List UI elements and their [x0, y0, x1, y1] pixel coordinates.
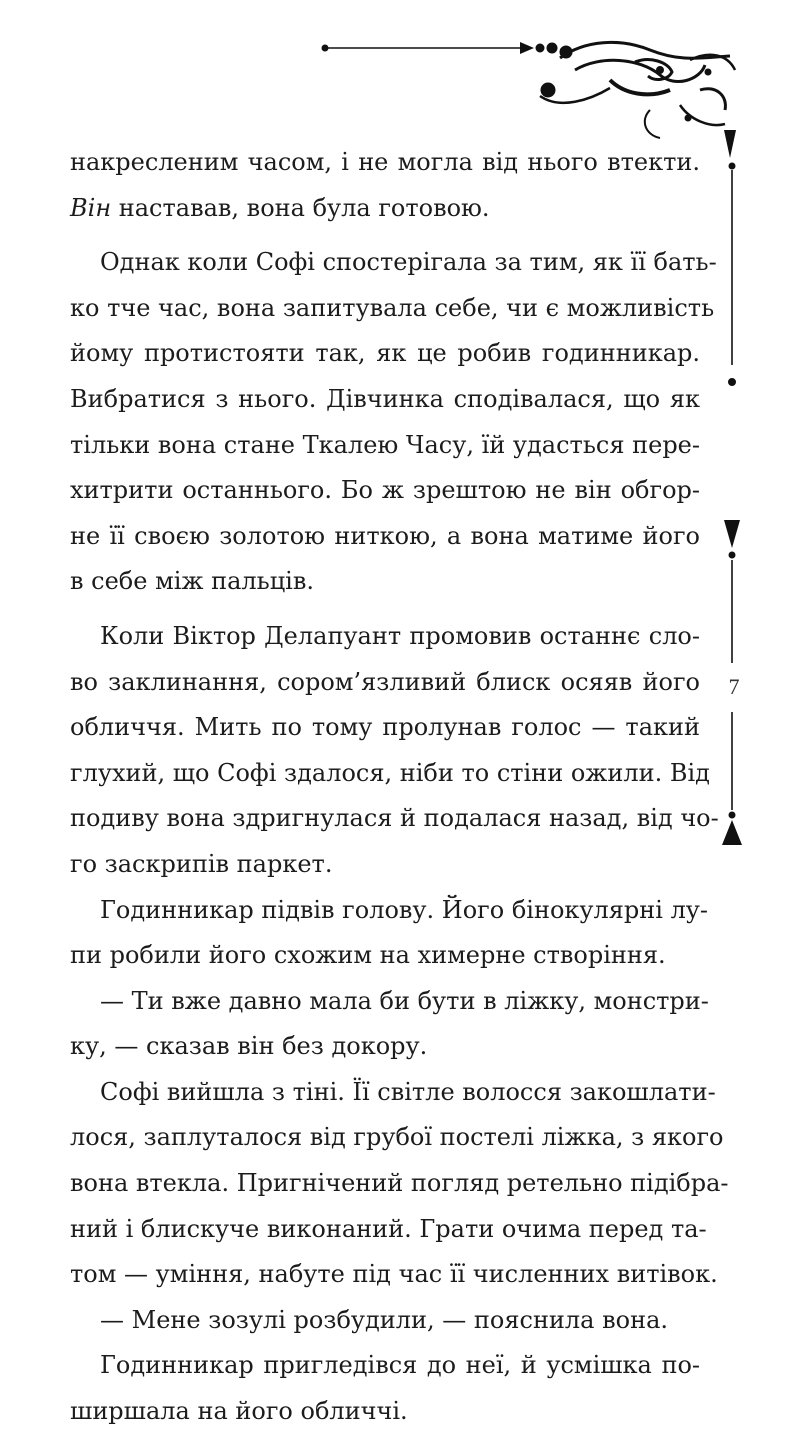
text-line: в себе між пальців. — [70, 567, 314, 596]
text-line: Годинникар пригледівся до неї, й усмішка по- — [100, 1351, 700, 1380]
text-line: лося, заплуталося від грубої постелі ліжка, з якого — [70, 1123, 724, 1152]
text-line: тільки вона стане Ткалею Часу, їй удасться пере- — [70, 430, 700, 459]
text-line — [70, 186, 700, 232]
upper-vertical-rule — [724, 130, 736, 386]
text-line: пи робили його схожим на химерне створіння. — [70, 941, 666, 970]
text-span: наставав, вона була готовою. — [111, 193, 490, 222]
text-line: — Мене зозулі розбудили, — пояснила вона. — [100, 1305, 669, 1334]
text-line: Софі вийшла з тіні. Її світле волосся закошлати- — [100, 1077, 716, 1106]
body-text — [70, 140, 729, 1435]
text-line: накресленим часом, і не могла від нього втекти. — [70, 148, 700, 176]
text-line: Вибратися з нього. Дівчинка сподівалася, що як — [70, 384, 700, 413]
text-line: подиву вона здригнулася й подалася назад, від чо- — [70, 804, 719, 833]
text-line: ширшала на його обличчі. — [70, 1397, 408, 1426]
text-line: йому протистояти так, як це робив годинникар. — [70, 339, 700, 368]
text-line: обличчя. Мить по тому пролунав голос — такий — [70, 713, 700, 742]
text-line: го заскрипів паркет. — [70, 849, 333, 878]
text-line: вона втекла. Пригнічений погляд ретельно підібра- — [70, 1169, 729, 1198]
text-line: Годинникар підвів голову. Його бінокулярні лу- — [100, 895, 709, 924]
text-line: хитрити останнього. Бо ж зрештою не він обгор- — [70, 476, 700, 505]
page-number: 7 — [728, 674, 740, 699]
italic-word: Він — [70, 193, 112, 222]
text-line: ку, — сказав він без докору. — [70, 1032, 428, 1061]
text-line: Коли Віктор Делапуант промовив останнє сло- — [100, 621, 700, 650]
text-line: том — уміння, набуте під час її численних витівок. — [70, 1260, 718, 1289]
text-line: ко тче час, вона запитувала себе, чи є можливість — [70, 293, 715, 322]
top-flourish — [322, 42, 735, 138]
text-line: глухий, що Софі здалося, ніби то стіни ожили. Від — [70, 758, 710, 787]
text-line: Однак коли Софі спостерігала за тим, як її бать- — [100, 248, 717, 277]
text-line: не її своєю золотою ниткою, а вона матиме його — [70, 521, 700, 550]
text-line: ний і блискуче виконаний. Грати очима перед та- — [70, 1214, 707, 1243]
text-line: во заклинання, сором’язливий блиск осяяв його — [70, 667, 700, 696]
text-line: — Ти вже давно мала би бути в ліжку, монстри- — [100, 986, 709, 1015]
